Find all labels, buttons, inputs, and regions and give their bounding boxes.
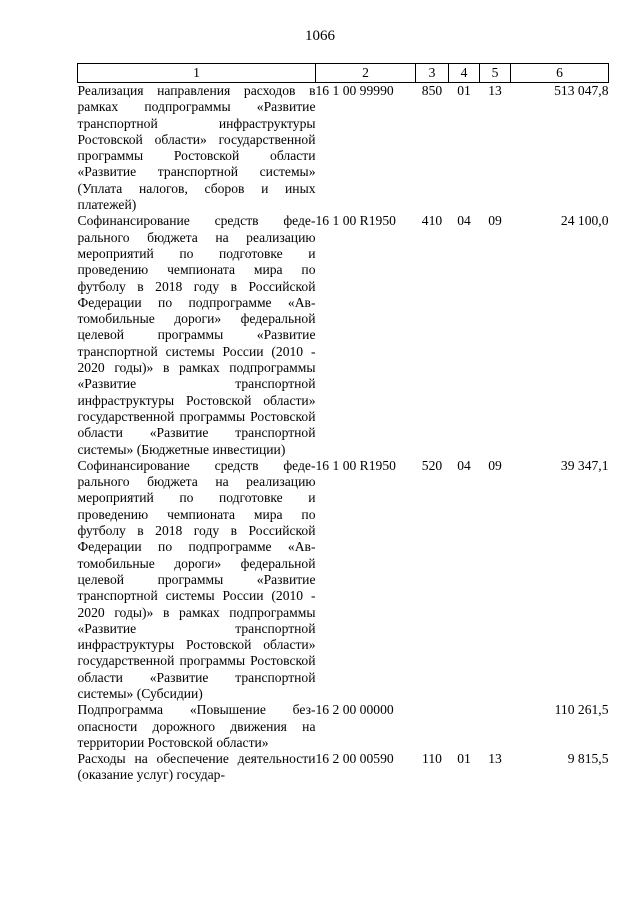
row-col3: 520 xyxy=(421,457,443,473)
row-amount: 9 815,5 xyxy=(567,751,609,767)
column-header-6: 6 xyxy=(511,64,609,83)
row-name: Софинансирование средств федерального бюджета на реализацию мероприятий по подготовке и проведению чемпионата мира по футболу в 2018 году в Российской Федерации по подпрограмме «Автомобильные дороги» федеральной целевой программы «Развитие транспортной системы России (2010 - 2020 годы)» в рамках подпрограммы «Развитие транспортной инфраструктуры Ростовской области» государственной программы Ростовской области «Развитие транспортной системы» (Бюджетные инвестиции) xyxy=(77,213,316,457)
column-header-3: 3 xyxy=(416,64,449,83)
table-row xyxy=(78,702,609,751)
row-col4: 04 xyxy=(457,457,471,473)
row-col5: 13 xyxy=(488,751,502,767)
row-code: 16 1 00 R1950 xyxy=(315,213,396,229)
column-header-2: 2 xyxy=(316,64,416,83)
row-col4 xyxy=(449,702,480,751)
table-row xyxy=(78,83,609,214)
row-name: Реализация направления расходов в рамках подпрограммы «Развитие транспортной инфраструктуры Ростовской области» государственной программы Ростовской области «Развитие транспортной системы» (Уплата налогов, сборов и иных платежей) xyxy=(77,83,316,213)
row-code: 16 2 00 00000 xyxy=(315,702,394,718)
row-amount: 39 347,1 xyxy=(560,457,609,473)
row-amount: 513 047,8 xyxy=(554,83,609,98)
table-row xyxy=(78,213,609,457)
row-amount: 110 261,5 xyxy=(554,702,609,718)
column-header-1: 1 xyxy=(78,64,316,83)
budget-table xyxy=(77,63,609,784)
row-col3 xyxy=(416,702,449,751)
row-col3: 850 xyxy=(421,83,443,98)
row-amount: 24 100,0 xyxy=(560,213,609,229)
row-col5: 09 xyxy=(488,213,502,229)
row-col4: 01 xyxy=(457,751,471,767)
row-col5: 09 xyxy=(488,457,502,473)
row-col5: 13 xyxy=(488,83,502,98)
row-col3: 410 xyxy=(421,213,443,229)
table-row xyxy=(78,458,609,702)
row-col4: 01 xyxy=(457,83,471,98)
row-name: Подпрограмма «Повышение безопасности дорожного движения на территории Ростовской области» xyxy=(77,702,316,750)
row-col5 xyxy=(480,702,511,751)
column-header-5: 5 xyxy=(480,64,511,83)
row-code: 16 1 00 99990 xyxy=(315,83,394,98)
row-code: 16 1 00 R1950 xyxy=(315,457,396,473)
table-row xyxy=(78,751,609,784)
row-col3: 110 xyxy=(422,751,442,767)
table-header-row xyxy=(78,64,609,83)
page-number: 1066 xyxy=(305,28,335,44)
row-name: Расходы на обеспечение деятельности (оказание услуг) государ- xyxy=(77,751,316,783)
row-code: 16 2 00 00590 xyxy=(315,751,394,767)
row-name: Софинансирование средств федерального бюджета на реализацию мероприятий по подготовке и проведению чемпионата мира по футболу в 2018 году в Российской Федерации по подпрограмме «Автомобильные дороги» федеральной целевой программы «Развитие транспортной системы России (2010 - 2020 годы)» в рамках подпрограммы «Развитие транспортной инфраструктуры Ростовской области» государственной программы Ростовской области «Развитие транспортной системы» (Субсидии) xyxy=(77,457,316,701)
row-col4: 04 xyxy=(457,213,471,229)
column-header-4: 4 xyxy=(449,64,480,83)
